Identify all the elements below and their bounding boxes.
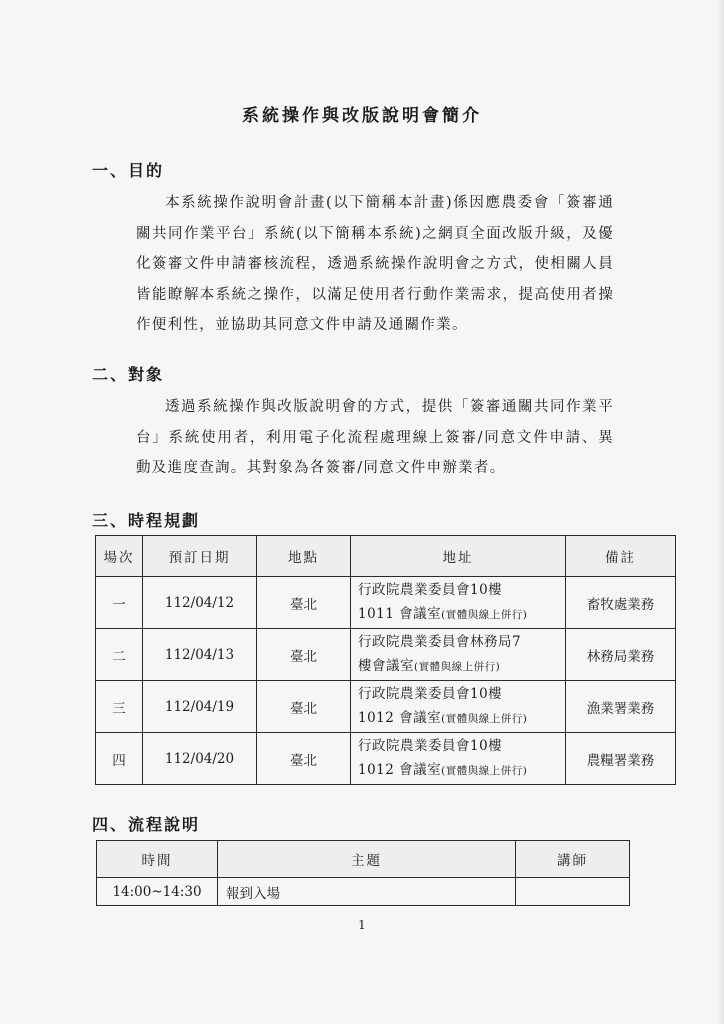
address-room: 1012 會議室 (358, 710, 442, 726)
note-cell: 農糧署業務 (566, 733, 676, 785)
column-header-topic: 主題 (218, 841, 516, 878)
column-header-address: 地址 (351, 536, 566, 577)
address-mode: (實體與線上併行) (414, 661, 501, 673)
page-edge (718, 0, 724, 1024)
address-mode: (實體與線上併行) (441, 765, 528, 777)
date-cell: 112/04/12 (143, 577, 257, 629)
session-cell: 一 (96, 577, 143, 629)
flow-table (96, 840, 630, 906)
note-cell: 畜牧處業務 (566, 577, 676, 629)
time-cell: 14:00~14:30 (97, 878, 218, 906)
address-cell (351, 733, 566, 785)
section-heading-purpose: 一、目的 (92, 161, 165, 180)
note-cell: 林務局業務 (566, 629, 676, 681)
audience-paragraph: 透過系統操作與改版說明會的方式，提供「簽審通關共同作業平台」系統使用者，利用電子化流程處理線上簽審/同意文件申請、異動及進度查詢。其對象為各簽審/同意文件申辦業者。 (136, 399, 614, 476)
schedule-header-row (96, 536, 676, 577)
column-header-time: 時間 (97, 841, 218, 878)
section-heading-schedule: 三、時程規劃 (92, 511, 201, 530)
table-row (96, 629, 676, 681)
document-title: 系統操作與改版說明會簡介 (242, 106, 482, 126)
column-header-speaker: 講師 (516, 841, 630, 878)
column-header-session: 場次 (96, 536, 143, 577)
address-room: 1011 會議室 (358, 606, 442, 622)
purpose-paragraph: 本系統操作說明會計畫(以下簡稱本計畫)係因應農委會「簽審通關共同作業平台」系統(以下簡稱本系統)之網頁全面改版升級，及優化簽審文件申請審核流程，透過系統操作說明會之方式，使相關人員皆能瞭解本系統之操作，以滿足使用者行動作業需求，提高使用者操作便利性，並協助其同意文件申請及通關作業。 (136, 195, 614, 333)
date-cell: 112/04/20 (143, 733, 257, 785)
session-cell: 二 (96, 629, 143, 681)
location-cell: 臺北 (257, 733, 351, 785)
column-header-location: 地點 (257, 536, 351, 577)
table-row (96, 733, 676, 785)
address-line: 行政院農業委員會林務局7 (358, 634, 522, 650)
topic-cell: 報到入場 (218, 878, 516, 906)
session-cell: 四 (96, 733, 143, 785)
session-cell: 三 (96, 681, 143, 733)
note-cell: 漁業署業務 (566, 681, 676, 733)
location-cell: 臺北 (257, 629, 351, 681)
address-cell (351, 629, 566, 681)
address-cell (351, 577, 566, 629)
location-cell: 臺北 (257, 577, 351, 629)
address-line: 行政院農業委員會10樓 (358, 738, 503, 754)
column-header-date: 預訂日期 (143, 536, 257, 577)
location-cell: 臺北 (257, 681, 351, 733)
page-number: 1 (358, 918, 366, 932)
address-room: 樓會議室 (358, 658, 414, 674)
column-header-note: 備註 (566, 536, 676, 577)
table-row (96, 577, 676, 629)
table-row (96, 681, 676, 733)
section-heading-audience: 二、對象 (92, 365, 165, 384)
schedule-table (95, 535, 676, 785)
address-line: 行政院農業委員會10樓 (358, 582, 503, 598)
date-cell: 112/04/13 (143, 629, 257, 681)
section-heading-flow: 四、流程說明 (92, 815, 201, 834)
address-room: 1012 會議室 (358, 762, 442, 778)
address-cell (351, 681, 566, 733)
speaker-cell (516, 878, 630, 906)
date-cell: 112/04/19 (143, 681, 257, 733)
flow-header-row (97, 841, 630, 878)
table-row (97, 878, 630, 906)
address-mode: (實體與線上併行) (441, 609, 528, 621)
address-mode: (實體與線上併行) (441, 713, 528, 725)
address-line: 行政院農業委員會10樓 (358, 686, 503, 702)
